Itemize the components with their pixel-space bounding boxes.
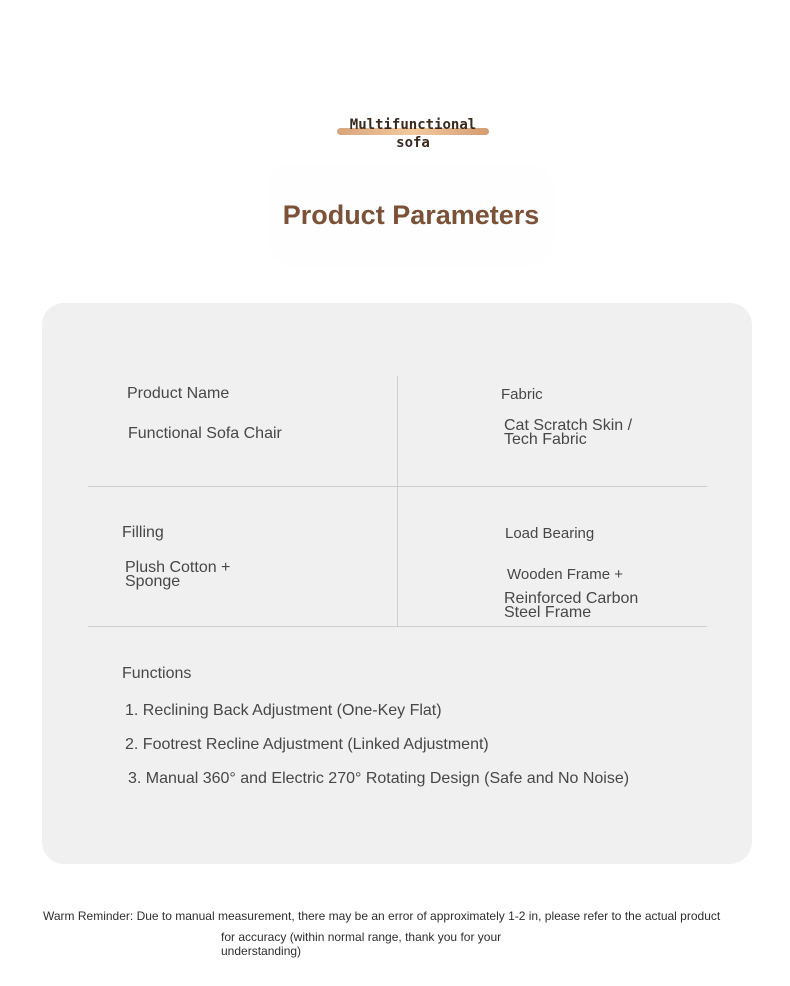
fabric-label: Fabric [501,386,543,403]
row-divider-1 [88,486,707,487]
load-bearing-label: Load Bearing [505,525,595,542]
function-item-3: 3. Manual 360° and Electric 270° Rotating Design (Safe and No Noise) [128,770,630,787]
warm-reminder-line-2: for accuracy (within normal range, thank you for your understanding) [221,930,502,958]
row-divider-2 [88,626,707,627]
filling-value: Plush Cotton + Sponge [125,559,231,590]
warm-reminder-line-1: Warm Reminder: Due to manual measurement, there may be an error of approximately 1-2 in, please refer to the actual product [43,909,721,923]
functions-label: Functions [122,665,192,682]
product-name-label: Product Name [127,385,230,402]
column-divider [397,376,398,626]
category-tag [333,116,493,151]
filling-label: Filling [122,524,164,541]
fabric-value: Cat Scratch Skin / Tech Fabric [504,417,633,448]
load-bearing-value-line-1: Wooden Frame + [507,566,624,583]
function-item-1: 1. Reclining Back Adjustment (One-Key Flat) [125,702,442,719]
page-title: Product Parameters [276,172,546,258]
product-name-value: Functional Sofa Chair [128,425,282,442]
function-item-2: 2. Footrest Recline Adjustment (Linked Adjustment) [125,736,489,753]
category-tag-label: Multifunctional sofa [349,117,477,151]
load-bearing-value-line-2: Reinforced Carbon Steel Frame [504,590,639,621]
parameters-card [42,303,752,864]
